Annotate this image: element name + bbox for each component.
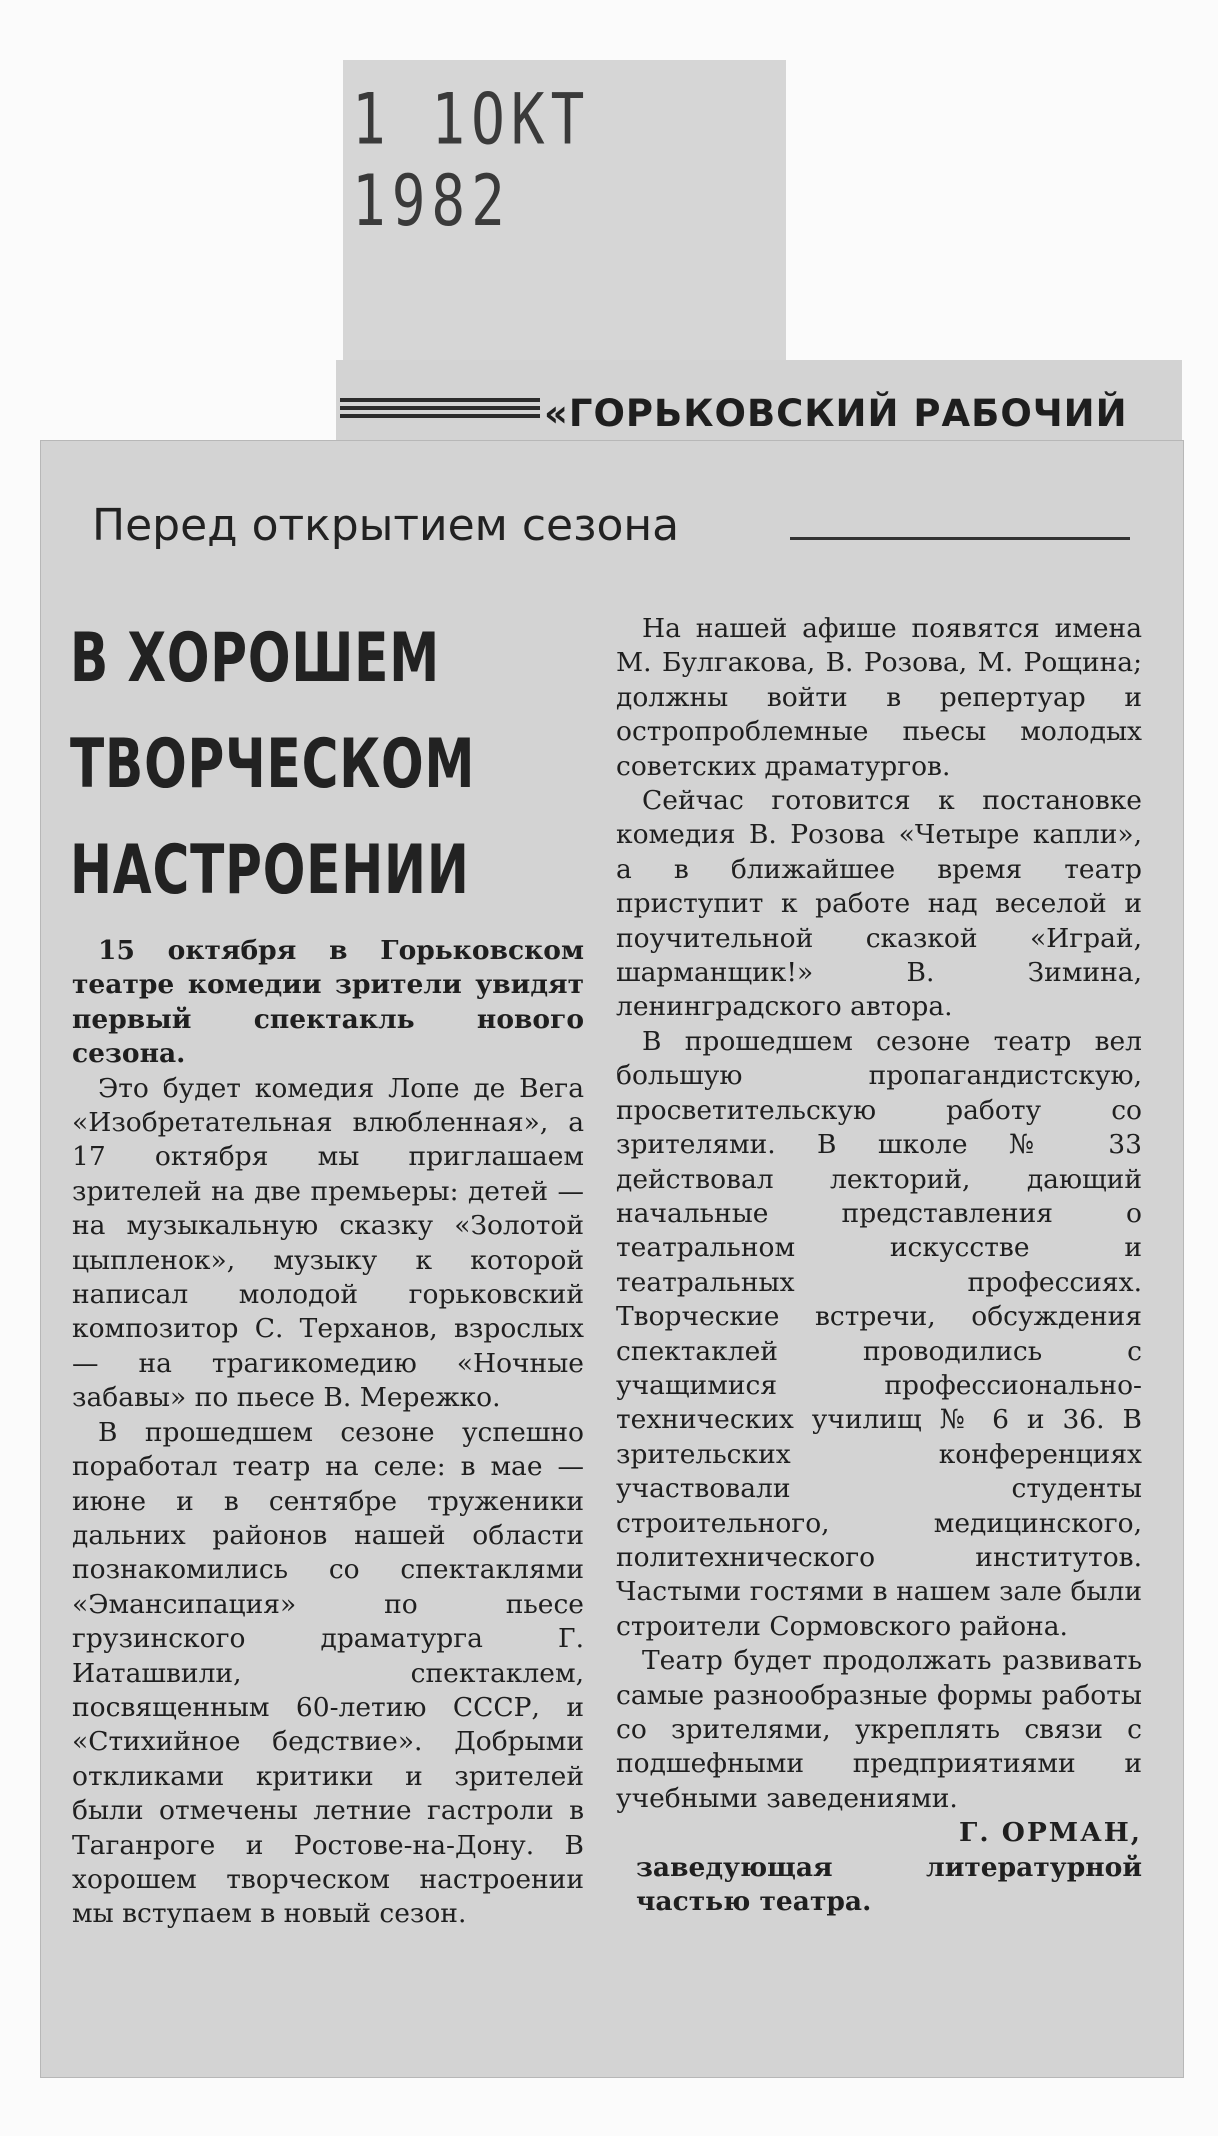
article-paragraph: Это будет комедия Лопе де Вега «Изобретательная влюбленная», а 17 октября мы приглашаем зрителей на две премьеры: детей — на музыкальную сказку «Золотой цыпленок», музыку к которой написал молодой горьковский композитор С. Терханов, взрослых — на трагикомедию «Ночные забавы» по пьесе В. Мережко. <box>72 1072 584 1414</box>
article-paragraph: Сейчас готовится к постановке комедия В. Розова «Четыре капли», а в ближайшее время театр приступит к работе над веселой и поучительной сказкой «Играй, шарманщик!» В. Зимина, ленинградского автора. <box>616 785 1142 1023</box>
article-column-right <box>616 612 1142 1919</box>
article-headline <box>70 606 496 924</box>
headline-line: ТВОРЧЕСКОМ <box>70 725 476 804</box>
article-lead: 15 октября в Горьковском театре комедии зрители увидят первый спектакль нового сезона. <box>72 935 584 1070</box>
article-paragraph: На нашей афише появятся имена М. Булгакова, В. Розова, М. Рощина; должны войти в репертуар и остропроблемные пьесы молодых советских драматургов. <box>616 613 1142 782</box>
masthead-rule <box>340 398 540 422</box>
article-column-left <box>72 934 584 1932</box>
author-name: Г. ОРМАН, <box>959 1817 1142 1849</box>
date-stamp: 1 1ОКТ 1982 <box>352 79 591 243</box>
headline-line: В ХОРОШЕМ <box>70 619 440 698</box>
headline-line: НАСТРОЕНИИ <box>70 831 470 910</box>
article-paragraph: Театр будет продолжать развивать самые разнообразные формы работы со зрителями, укреплять связи с подшефными предприятиями и учебными заведениями. <box>616 1645 1142 1814</box>
newspaper-masthead: «ГОРЬКОВСКИЙ РАБОЧИЙ <box>544 392 1128 435</box>
article-paragraph: В прошедшем сезоне театр вел большую пропагандистскую, просветительскую работу со зрителями. В школе № 33 действовал лекторий, дающий начальные представления о театральном искусстве и театральных профессиях. Творческие встречи, обсуждения спектаклей проводились с учащимися профессионально-технических училищ № 6 и 36. В зрительских конференциях участвовали студенты строительного, медицинского, политехнического институтов. Частыми гостями в нашем зале были строители Сормовского района. <box>616 1025 1142 1642</box>
author-role: заведующая литературной частью театра. <box>636 1851 1142 1918</box>
rubric-heading: Перед открытием сезона <box>92 500 680 551</box>
rubric-rule <box>790 537 1130 540</box>
article-paragraph: В прошедшем сезоне успешно поработал театр на селе: в мае — июне и в сентябре труженики дальних районов нашей области познакомились со спектаклями «Эмансипация» по пьесе грузинского драматурга Г. Иаташвили, спектаклем, посвященным 60-летию СССР, и «Стихийное бедствие». Добрыми откликами критики и зрителей были отмечены летние гастроли в Таганроге и Ростове-на-Дону. В хорошем творческом настроении мы вступаем в новый сезон. <box>72 1416 584 1930</box>
